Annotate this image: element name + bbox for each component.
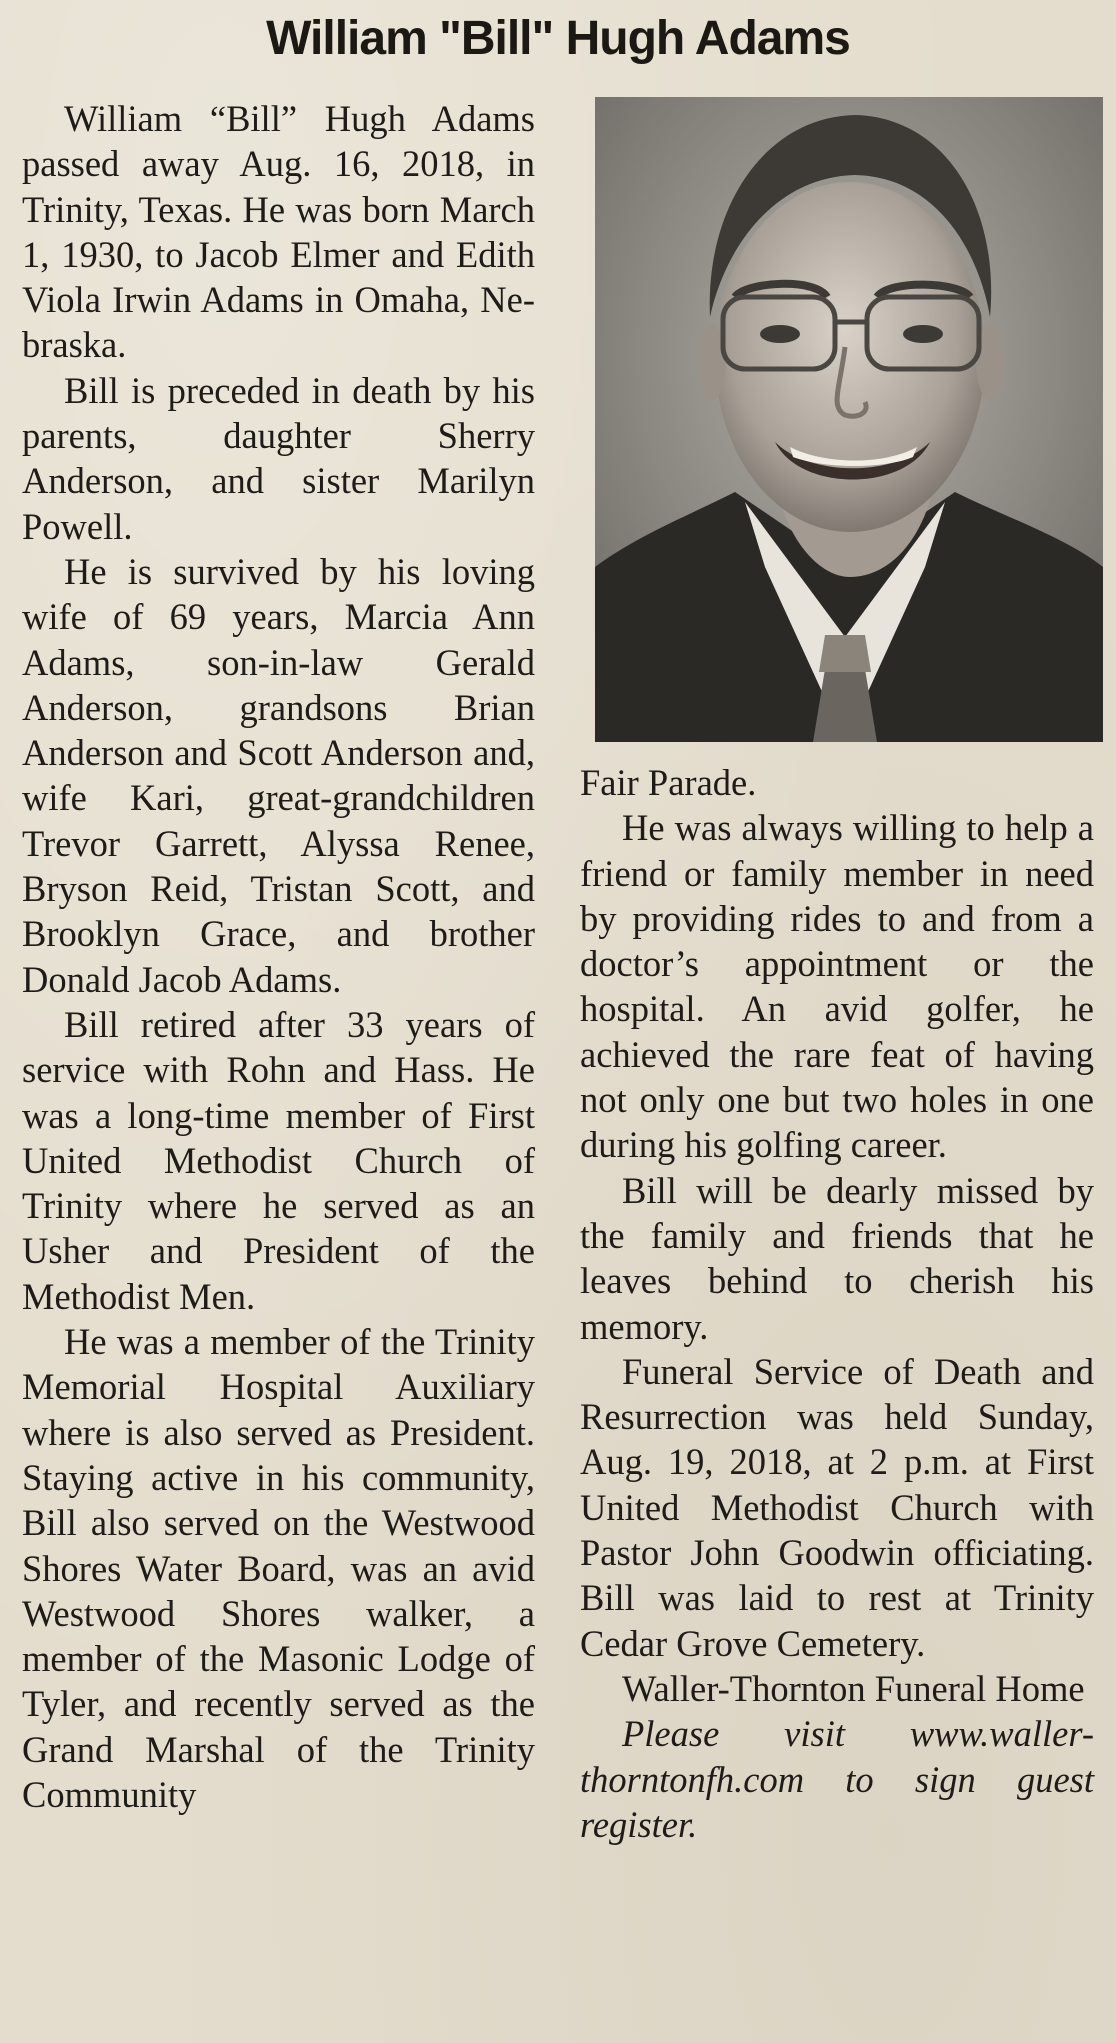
obituary-paragraph-missed: Bill will be dearly missed by the family and friends that he leaves behind to cherish his memory. [580, 1169, 1094, 1347]
obituary-paragraph-preceded: Bill is preceded in death by his parents, daughter Sherry Anderson, and sister Marilyn Powell. [22, 369, 535, 547]
obituary-paragraph-intro: William “Bill” Hugh Adams passed away Aug. 16, 2018, in Trinity, Texas. He was born March 1, 1930, to Jacob Elmer and Edith Viola Irwin Adams in Omaha, Nebraska. [22, 98, 535, 366]
portrait-photo [595, 97, 1103, 742]
left-column [22, 96, 535, 1817]
guest-register-note: Please visit www.waller-thorntonfh.com to sign guest register. [580, 1713, 1094, 1845]
funeral-home-name: Waller-Thornton Funeral Home [622, 1667, 1085, 1709]
obituary-paragraph-community: He was a member of the Trinity Memorial Hospital Auxiliary where is also served as President. Staying active in his community, Bill also served on the Westwood Shores Water Board, was an avid Westwood Shores walker, a member of the Masonic Lodge of Tyler, and recently served as the Grand Marshal of the Trinity Community [22, 1321, 535, 1815]
obituary-headline: William "Bill" Hugh Adams [266, 12, 850, 65]
obituary-paragraph-career: Bill retired after 33 years of service with Rohn and Hass. He was a long-time member of First United Methodist Church of Trinity where he served as an Usher and President of the Methodist Men. [22, 1003, 535, 1317]
obituary-paragraph-helpful: He was always willing to help a friend or family member in need by providing rides to and from a doctor’s appointment or the hospital. An avid golfer, he achieved the rare feat of having not only one but two holes in one during his golfing career. [580, 807, 1094, 1166]
obituary-paragraph-funeral: Funeral Service of Death and Resurrection was held Sunday, Aug. 19, 2018, at 2 p.m. at First United Methodist Church with Pastor John Goodwin officiating. Bill was laid to rest at Trinity Cedar Grove Cemetery. [580, 1350, 1094, 1664]
right-column [580, 760, 1094, 1847]
obituary-paragraph-continuation: Fair Parade. [580, 762, 757, 803]
obituary-paragraph-survived: He is survived by his loving wife of 69 years, Marcia Ann Adams, son-in-law Gerald Anderson, grandsons Brian Anderson and Scott Anderson and, wife Kari, great-grandchildren Trevor Garrett, Alyssa Renee, Bryson Reid, Tristan Scott, and Brooklyn Grace, and brother Donald Jacob Adams. [22, 550, 535, 1000]
